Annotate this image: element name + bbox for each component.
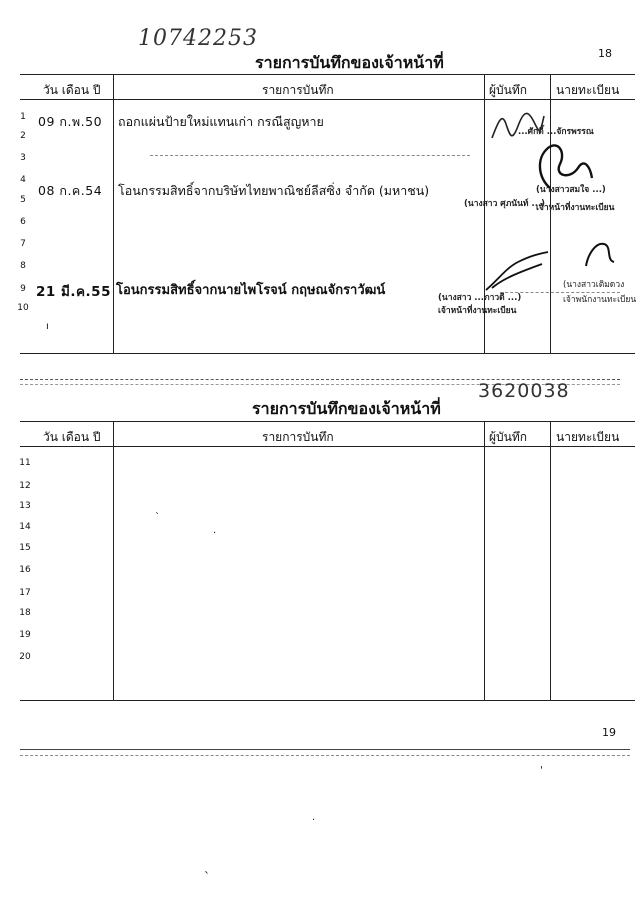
row-number: 13	[19, 501, 31, 511]
row-number: 20	[19, 652, 31, 662]
header-entry: รายการบันทึก	[262, 430, 334, 444]
row-number: 16	[19, 565, 31, 575]
specks: ˋ	[204, 870, 210, 884]
header-recorder: ผู้บันทึก	[489, 83, 528, 97]
header-date: วัน เดือน ปี	[43, 430, 101, 444]
signature-row3-registrar-a: (นางสาวเติมดวง	[563, 280, 625, 290]
entry-text: โอนกรรมสิทธิ์จากนายไพโรจน์ กฤษณจักราวัฒน์	[116, 283, 386, 298]
header-date: วัน เดือน ปี	[43, 83, 101, 97]
row-number: 12	[19, 481, 31, 491]
row-number: 8	[20, 261, 26, 271]
header-recorder: ผู้บันทึก	[489, 430, 528, 444]
entry-date: 21 มี.ค.55	[36, 284, 111, 300]
row-number: 5	[20, 195, 26, 205]
row-number: 15	[19, 543, 31, 553]
bottom-page-number: 19	[602, 726, 616, 739]
header-entry: รายการบันทึก	[262, 83, 334, 97]
signature-row3-recorder-b: เจ้าหน้าที่งานทะเบียน	[438, 306, 517, 316]
specks: ˋ	[155, 512, 160, 523]
signature-row3-registrar-b: เจ้าพนักงานทะเบียน	[563, 295, 637, 305]
row-number: 4	[20, 175, 26, 185]
row-number: 6	[20, 217, 26, 227]
row-number: 2	[20, 131, 26, 141]
row-number: 17	[19, 588, 31, 598]
signature-row1-registrar: ...ศักดิ์ ...จักรพรรณ	[518, 127, 594, 137]
signature-row3-recorder-a: (นางสาว ...ภาวดี ...)	[438, 293, 522, 303]
row-number: 1	[20, 112, 26, 122]
signature-row2-recorder: (นางสาว ศุภนันท์ ...)	[464, 199, 546, 209]
row-number: 3	[20, 153, 26, 163]
row-number: 11	[19, 458, 31, 468]
header-registrar: นายทะเบียน	[556, 430, 620, 444]
lower-section-title: รายการบันทึกของเจ้าหน้าที่	[252, 399, 441, 418]
specks: ·	[213, 528, 217, 539]
tick-mark: ı	[46, 321, 49, 332]
upper-section-title: รายการบันทึกของเจ้าหน้าที่	[255, 53, 444, 72]
signature-scribble-icon	[482, 250, 552, 295]
signature-row2-registrar-b: เจ้าหน้าที่งานทะเบียน	[536, 203, 615, 213]
signature-scribble-icon	[530, 138, 600, 198]
entry-date: 08 ก.ค.54	[38, 183, 103, 198]
row-number: 10	[17, 303, 29, 313]
signature-scribble-icon	[580, 236, 620, 270]
row-number: 14	[19, 522, 31, 532]
specks: '	[540, 765, 543, 776]
row-number: 18	[19, 608, 31, 618]
signature-row2-registrar-a: (นางสาวสมใจ ...)	[536, 185, 606, 195]
row-number: 9	[20, 284, 26, 294]
row-number: 7	[20, 239, 26, 249]
entry-text: ถอกแผ่นป้ายใหม่แทนเก่า กรณีสูญหาย	[118, 114, 324, 129]
top-page-number: 18	[598, 47, 612, 60]
entry-date: 09 ก.พ.50	[38, 114, 103, 129]
row-number: 19	[19, 630, 31, 640]
stamp-number: 3620038	[478, 380, 570, 402]
specks: ·	[312, 815, 316, 826]
header-registrar: นายทะเบียน	[556, 83, 620, 97]
entry-text: โอนกรรมสิทธิ์จากบริษัทไทยพาณิชย์ลีสซิ่ง จำกัด (มหาชน)	[118, 183, 430, 198]
handwritten-id: 10742253	[138, 26, 258, 51]
